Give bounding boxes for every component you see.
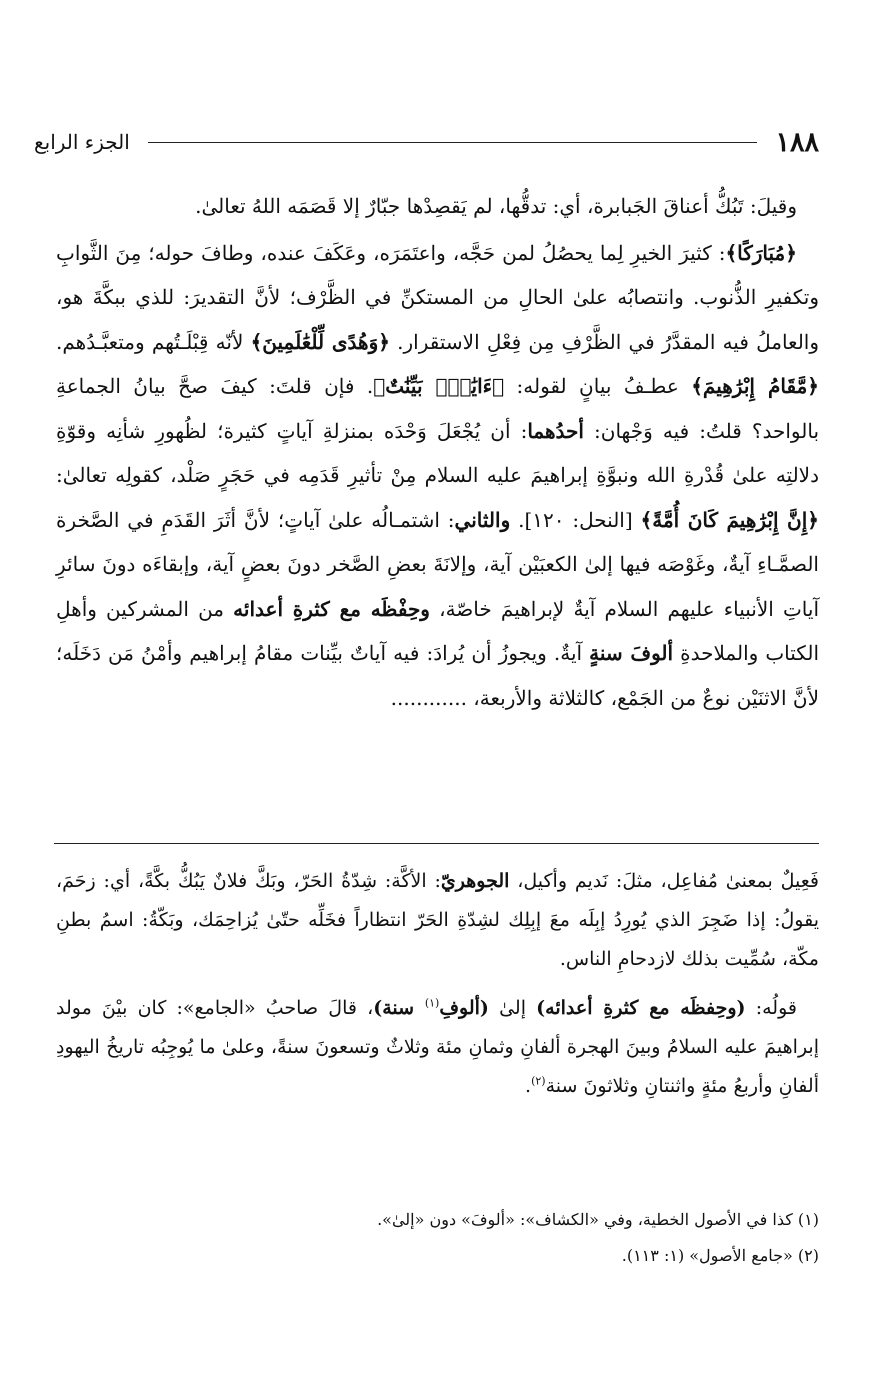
footnote: (٢) «جامع الأصول» (١: ١١٣). <box>621 1246 819 1265</box>
footnote-ref: (٢) <box>531 1074 546 1088</box>
page-header <box>34 122 819 162</box>
commentary <box>56 862 819 1106</box>
text-run: : كثيرَ الخيرِ لِما يحصُلُ لمن حَجَّه، واعتَمَرَه، وعَكَفَ عنده، وطافَ حوله؛ مِنَ الثَّوابِ وتكفيرِ الذُّنوب. وانتصابُه علىٰ الحالِ من المستكنِّ في الظَّرْف؛ لأنَّ التقديرَ: للذي ببكَّةَ هو، والعاملُ فيه المقدَّرُ في الظَّرْفِ مِن فِعْلِ الاستقرار. <box>56 240 819 354</box>
emphasis-text: ﴿ءَايَٰتٌۢ بَيِّنَٰتٌ﴾ <box>373 374 505 398</box>
text-run: : أن يُجْعَلَ وَحْدَه بمنزلةِ آياتٍ كثيرة؛ لظُهورِ شأنِه وقوّةِ دلالتِه علىٰ قُدْرةِ الله ونبوَّةِ إبراهيمَ عليه السلام مِنْ تأثيرِ قَدَمِه في حَجَرٍ صَلْد، كقولِه تعالىٰ: <box>56 418 819 487</box>
text-run: ، قالَ صاحبُ «الجامع»: كان بيْنَ مولد إبراهيمَ عليه السلامُ وبينَ الهجرة ألفانِ وثمانِ مئة وثلاثٌ وتسعونَ سنةً، وعلىٰ ما يُوجِبُه تاريخُ اليهودِ ألفانِ وأربعُ مئةٍ واثنتانِ وثلاثونَ سنة <box>56 997 819 1097</box>
header-rule <box>148 142 758 143</box>
text-run: آيةٌ. ويجوزُ أن يُرادَ: فيه آياتٌ بيِّنات مقامُ إبراهيم وأمْنُ مَن دَخَلَه؛ لأنَّ الاثنَيْن نوعٌ من الجَمْع، كالثلاثة والأربعة، ............ <box>56 641 819 710</box>
emphasis-text: ﴿مُبَارَكًا﴾ <box>725 240 797 265</box>
emphasis-text: أحدُهما <box>527 418 584 443</box>
emphasis-text: ﴿إِنَّ إِبْرَٰهِيمَ كَانَ أُمَّةً﴾ <box>640 507 819 532</box>
text-run: قولُه: <box>745 997 797 1019</box>
emphasis-text: ﴿وَهُدًى لِّلْعَٰلَمِينَ﴾ <box>250 329 390 354</box>
text-run: فَعِيلٌ بمعنىٰ مُفاعِل، مثلَ: نَديم وأكيل، <box>509 870 819 892</box>
text-run: لأنّه قِبْلَـتُهم ومتعبَّـدُهم. <box>56 329 251 354</box>
text-run: : اشتمـالُه علىٰ آياتٍ؛ لأنَّ أثَرَ القَدَمِ في الصَّخرة الصمَّـاءِ آيةٌ، وغَوْصَه فيها إلىٰ الكعبَيْن آية، وإلانَةَ بعضِ الصَّخر دونَ بعضٍ آية، وإبقاءَه دونَ سائرِ آياتِ الأنبياء عليهم السلام آيةٌ لإبراهيمَ خاصّة، <box>56 507 819 621</box>
emphasis-text: (وحِفظَه مع كثرةِ أعدائه) <box>536 997 746 1019</box>
text-run: وقيلَ: تَبُكُّ أعناقَ الجَبابرة، أي: تدقُّها، لم يَقصِدْها جبّارٌ إلا قَصَمَه اللهُ تعالىٰ. <box>195 194 797 218</box>
commentary-separator <box>54 843 819 844</box>
commentary-paragraph <box>56 989 819 1106</box>
text-run: : الأكَّة: شِدّةُ الحَرّ، وبَكَّ فلانٌ يَبُكُّ بكَّةً، أي: زحَمَ، يقولُ: إذا ضَجِرَ الذي يُورِدُ إبِلَه معَ إبِلِك لشِدّةِ الحَرّ انتظاراً فخَلِّه حتّىٰ يُزاحِمَك، وبَكّةُ: اسمُ بطنِ مكّة، سُمِّيت بذلك لازدحامِ الناس. <box>56 870 819 970</box>
running-title: الجزء الرابع <box>34 130 130 154</box>
footnote-ref: (١) <box>424 996 440 1010</box>
commentary-paragraph <box>56 862 819 979</box>
text-run: إلىٰ <box>488 997 537 1019</box>
page-number: ١٨٨ <box>775 126 819 158</box>
emphasis-text: (ألوفِ <box>439 997 489 1019</box>
text-run: عطـفُ بيانٍ لقوله: <box>504 374 692 398</box>
text-run: من المشركين وأهلِ الكتاب والملاحدةِ <box>56 596 820 665</box>
main-text-paragraph <box>56 231 819 721</box>
emphasis-text: ﴿مَّقَامُ إِبْرَٰهِيمَ﴾ <box>691 374 820 398</box>
emphasis-text: الجوهريّ <box>440 870 510 892</box>
text-run: . فإن قلتَ: كيفَ صحَّ بيانُ الجماعةِ بالواحد؟ قلتُ: فيه وَجْهان: <box>56 374 820 443</box>
emphasis-text: والثاني <box>454 507 511 532</box>
emphasis-text: ألوفَ سنةٍ <box>589 641 674 665</box>
main-text-paragraph <box>56 184 819 229</box>
text-run: [النحل: ١٢٠]. <box>510 507 641 532</box>
footnotes <box>56 1202 819 1274</box>
text-run: . <box>525 1075 532 1097</box>
emphasis-text: سنة) <box>373 997 425 1019</box>
emphasis-text: وحِفْظَه مع كثرةِ أعدائه <box>233 596 430 621</box>
main-text <box>56 184 819 720</box>
footnote: (١) كذا في الأصول الخطية، وفي «الكشاف»: «ألوفَ» دون «إلىٰ». <box>377 1210 819 1229</box>
